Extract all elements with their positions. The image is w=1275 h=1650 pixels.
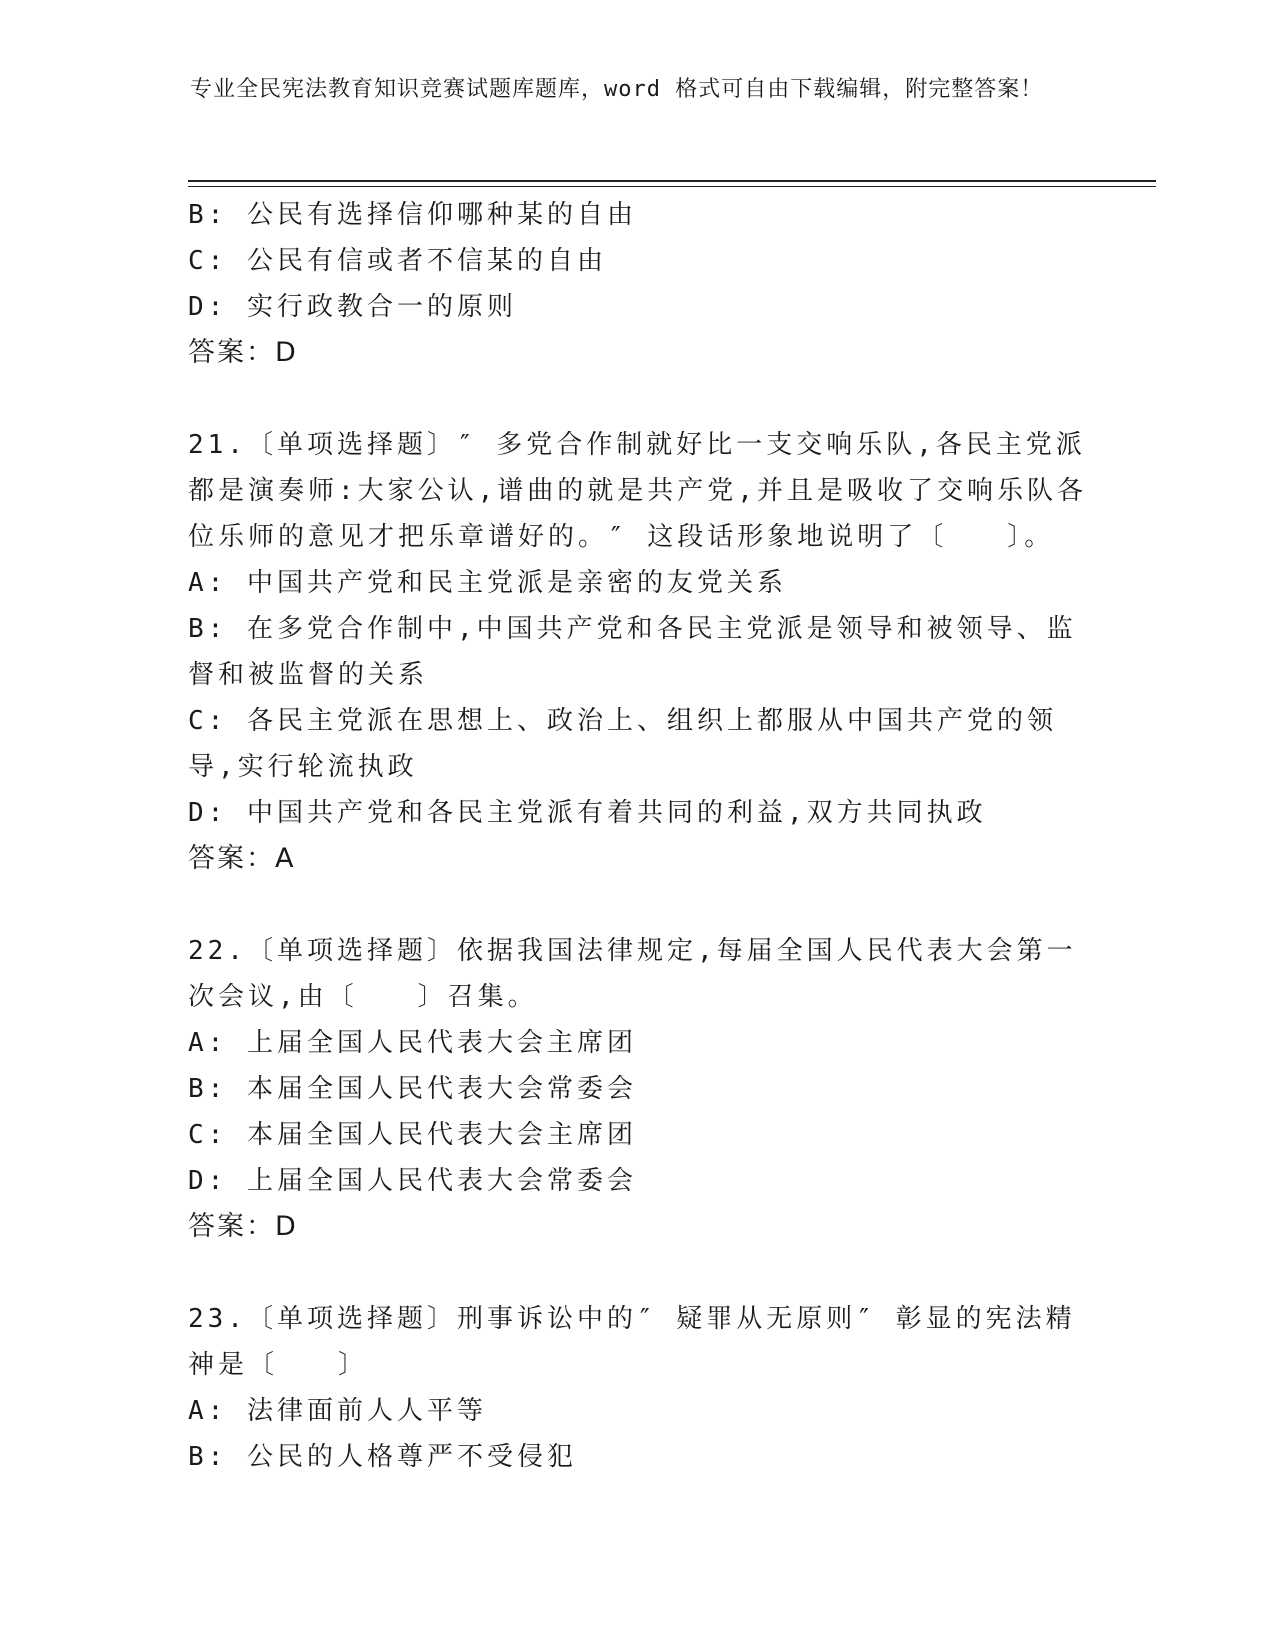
question-23 — [188, 1296, 1088, 1480]
option-b: B: 在多党合作制中,中国共产党和各民主党派是领导和被领导、监督和被监督的关系 — [188, 614, 1077, 690]
option-b: B: 公民有选择信仰哪种某的自由 — [188, 200, 637, 230]
answer-line: 答案：D — [188, 337, 298, 368]
option-d: D: 上届全国人民代表大会常委会 — [188, 1166, 637, 1196]
question-22 — [188, 928, 1088, 1250]
header-rule-thin — [188, 186, 1156, 187]
option-a: A: 法律面前人人平等 — [188, 1396, 487, 1426]
option-c: C: 本届全国人民代表大会主席团 — [188, 1120, 637, 1150]
option-b: B: 本届全国人民代表大会常委会 — [188, 1074, 637, 1104]
option-c: C: 各民主党派在思想上、政治上、组织上都服从中国共产党的领导,实行轮流执政 — [188, 706, 1057, 782]
header-rule-thick — [188, 180, 1156, 182]
document-body — [188, 192, 1088, 1480]
option-c: C: 公民有信或者不信某的自由 — [188, 246, 607, 276]
prev-question-block — [188, 192, 1088, 376]
spacer — [188, 376, 1088, 422]
answer-line: 答案：A — [188, 843, 296, 874]
option-b: B: 公民的人格尊严不受侵犯 — [188, 1442, 577, 1472]
option-a: A: 中国共产党和民主党派是亲密的友党关系 — [188, 568, 787, 598]
spacer — [188, 1250, 1088, 1296]
question-stem: 23.〔单项选择题〕刑事诉讼中的″ 疑罪从无原则″ 彰显的宪法精神是〔 〕 — [188, 1304, 1076, 1380]
answer-line: 答案：D — [188, 1211, 298, 1242]
question-21 — [188, 422, 1088, 882]
option-d: D: 中国共产党和各民主党派有着共同的利益,双方共同执政 — [188, 798, 987, 828]
question-stem: 21.〔单项选择题〕″ 多党合作制就好比一支交响乐队,各民主党派都是演奏师:大家公认,谱曲的就是共产党,并且是吸收了交响乐队各位乐师的意见才把乐章谱好的。″ 这段话形象地说明了〔 〕。 — [188, 430, 1087, 552]
option-d: D: 实行政教合一的原则 — [188, 292, 517, 322]
option-a: A: 上届全国人民代表大会主席团 — [188, 1028, 637, 1058]
spacer — [188, 882, 1088, 928]
document-header: 专业全民宪法教育知识竞赛试题库题库，word 格式可自由下载编辑，附完整答案！ — [190, 77, 1044, 102]
question-stem: 22.〔单项选择题〕依据我国法律规定,每届全国人民代表大会第一次会议,由〔 〕召集。 — [188, 936, 1077, 1012]
